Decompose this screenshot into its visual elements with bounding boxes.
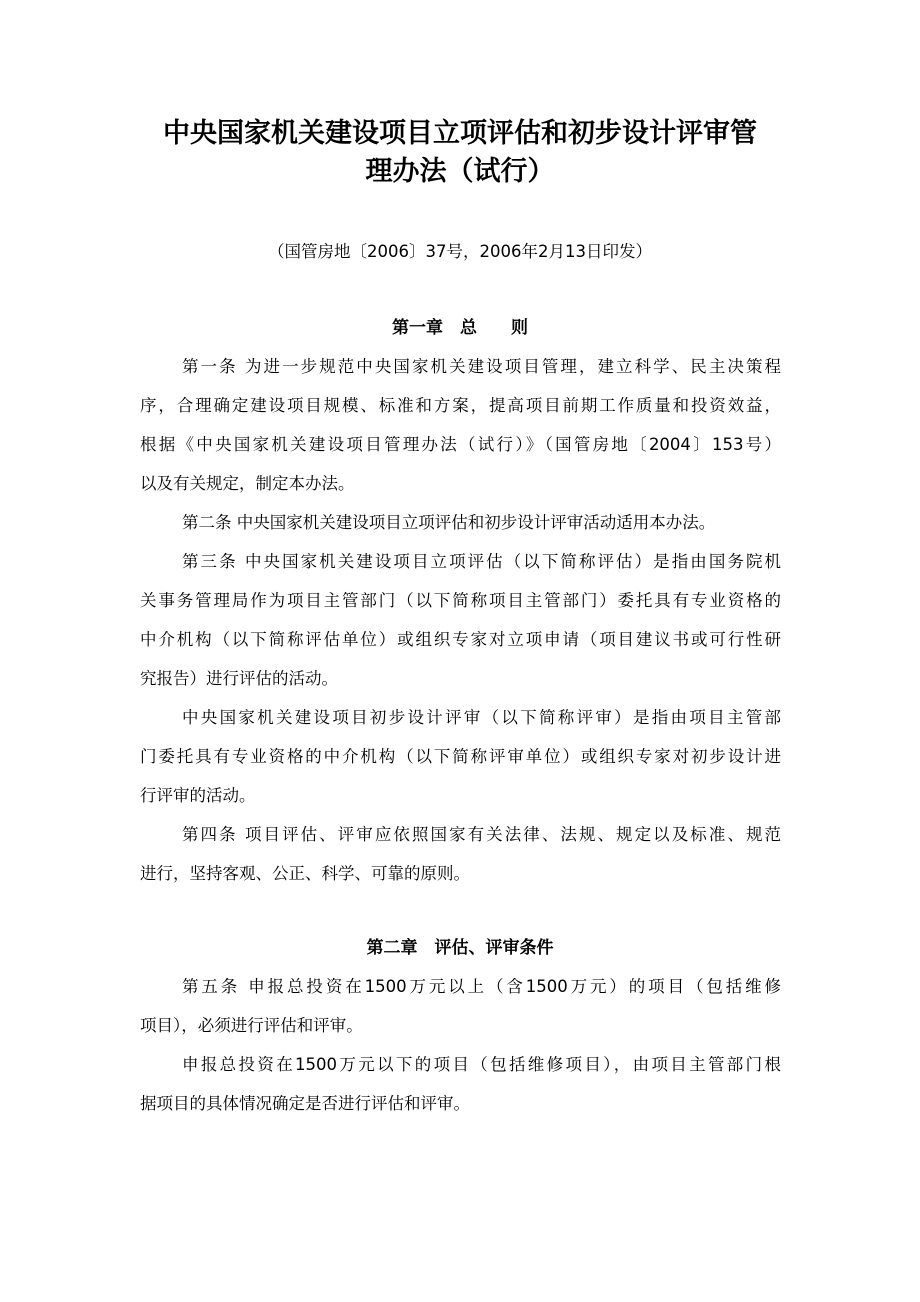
article-3-line: 中介机构（以下简称评估单位）或组织专家对立项申请（项目建议书或可行性研 (140, 630, 781, 649)
article-1-line: 根据《中央国家机关建设项目管理办法（试行）》（国管房地〔2004〕153号） (140, 435, 781, 454)
article-1-line: 序，合理确定建设项目规模、标准和方案，提高项目前期工作质量和投资效益， (140, 396, 781, 415)
article-5-paragraph-2-line: 申报总投资在1500万元以下的项目（包括维修项目），由项目主管部门根 (182, 1055, 781, 1074)
article-3-line: 关事务管理局作为项目主管部门（以下简称项目主管部门）委托具有专业资格的 (140, 591, 781, 610)
article-3-line: 究报告）进行评估的活动。 (140, 669, 338, 688)
article-3-paragraph-2-line: 中央国家机关建设项目初步设计评审（以下简称评审）是指由项目主管部 (182, 708, 781, 727)
article-1-line: 以及有关规定，制定本办法。 (140, 474, 355, 493)
article-4-line: 进行，坚持客观、公正、科学、可靠的原则。 (140, 864, 470, 883)
article-5-paragraph-2-line: 据项目的具体情况确定是否进行评估和评审。 (140, 1094, 470, 1113)
chapter-1-heading: 第一章 总 则 (392, 318, 528, 338)
article-3-paragraph-2-line: 门委托具有专业资格的中介机构（以下简称评审单位）或组织专家对初步设计进 (140, 747, 781, 766)
chapter-2-heading: 第二章 评估、评审条件 (366, 938, 554, 958)
article-3-paragraph-2-line: 行评审的活动。 (140, 786, 256, 805)
document-issuance-note: （国管房地〔2006〕37号，2006年2月13日印发） (268, 242, 652, 261)
article-3-line: 第三条 中央国家机关建设项目立项评估（以下简称评估）是指由国务院机 (182, 552, 781, 571)
article-5-line: 第五条 申报总投资在1500万元以上（含1500万元）的项目（包括维修 (182, 977, 781, 996)
article-4-line: 第四条 项目评估、评审应依照国家有关法律、法规、规定以及标准、规范 (182, 825, 781, 844)
document-title-line-1: 中央国家机关建设项目立项评估和初步设计评审管 (163, 118, 757, 149)
article-2-line: 第二条 中央国家机关建设项目立项评估和初步设计评审活动适用本办法。 (182, 513, 716, 532)
article-5-line: 项目），必须进行评估和评审。 (140, 1016, 363, 1035)
article-1-line: 第一条 为进一步规范中央国家机关建设项目管理，建立科学、民主决策程 (182, 357, 781, 376)
document-title-line-2: 理办法（试行） (365, 156, 555, 187)
